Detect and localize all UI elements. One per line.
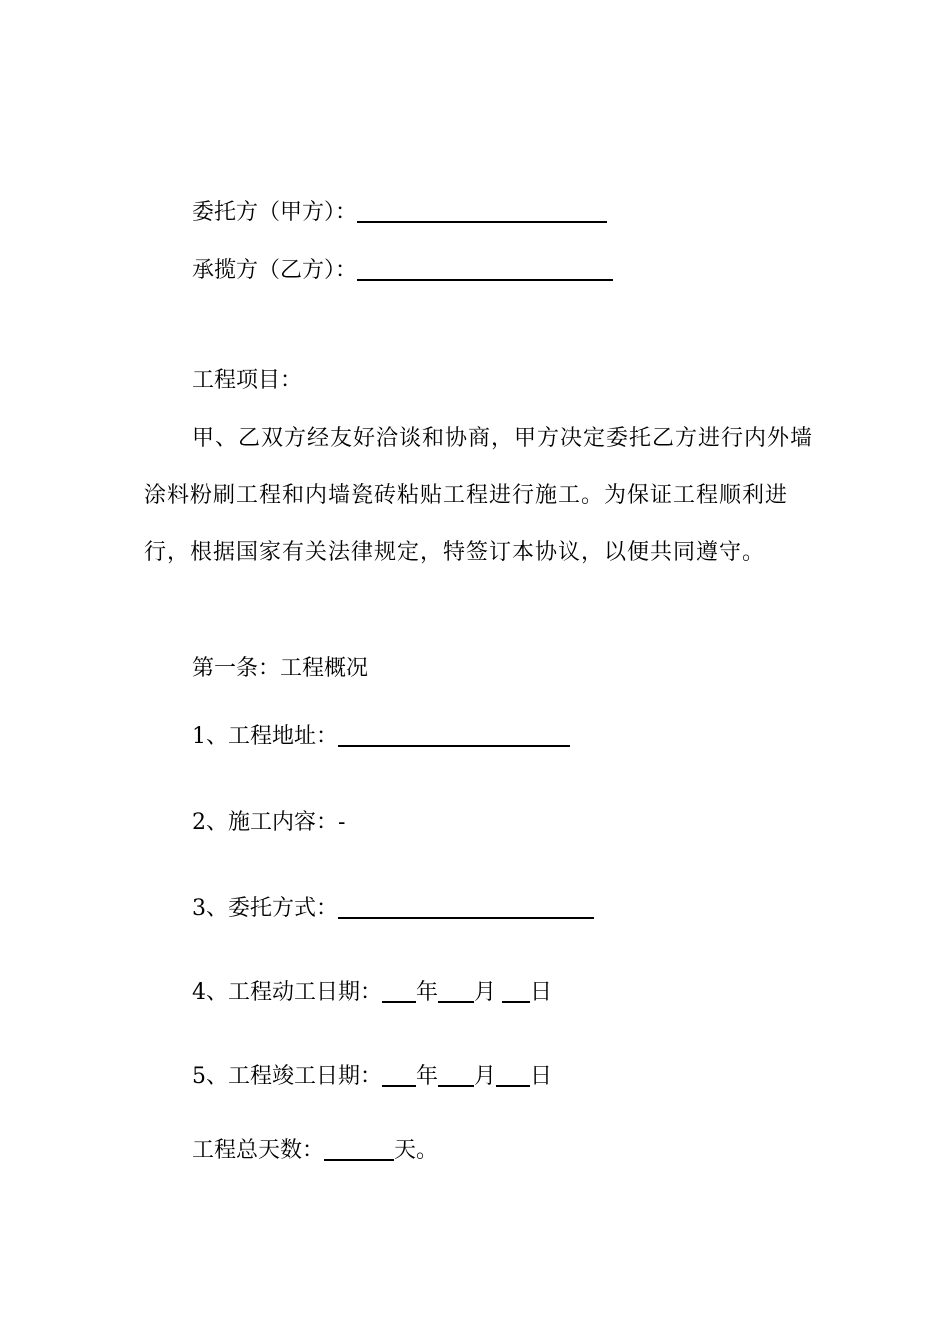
contractor-party-label: 承揽方（乙方）： [192, 258, 358, 283]
client-party-blank[interactable] [357, 199, 607, 223]
method-blank[interactable] [338, 895, 594, 919]
start-year-unit: 年 [416, 980, 439, 1005]
project-intro-paragraph: 甲、乙双方经友好洽谈和协商，甲方决定委托乙方进行内外墙涂料粉刷工程和内墙瓷砖粘贴工程进行施工。为保证工程顺利进行，根据国家有关法律规定，特签订本协议，以便共同遵守。 [144, 426, 814, 565]
end-day-blank[interactable] [496, 1063, 530, 1087]
start-date-line [192, 978, 552, 1008]
start-year-blank[interactable] [382, 979, 416, 1003]
article1-title-text: 第一条：工程概况 [192, 656, 369, 681]
project-label-text: 工程项目： [192, 368, 303, 393]
start-month-blank[interactable] [438, 979, 474, 1003]
client-party-line [192, 198, 607, 228]
content-label: 2、施工内容：- [192, 810, 346, 835]
method-line [192, 894, 594, 924]
start-month-unit: 月 [474, 980, 497, 1005]
article1-title [192, 654, 368, 684]
address-label: 1、工程地址： [192, 724, 338, 749]
end-month-blank[interactable] [438, 1063, 474, 1087]
start-day-unit: 日 [530, 980, 553, 1005]
end-day-unit: 日 [530, 1064, 553, 1089]
address-blank[interactable] [338, 723, 570, 747]
end-date-label: 5、工程竣工日期： [192, 1064, 382, 1089]
contractor-party-line [192, 256, 613, 286]
total-days-blank[interactable] [324, 1137, 394, 1161]
start-date-label: 4、工程动工日期： [192, 980, 382, 1005]
total-days-line [192, 1136, 438, 1166]
method-label: 3、委托方式： [192, 896, 338, 921]
address-line [192, 722, 570, 752]
total-days-unit: 天。 [394, 1138, 439, 1163]
project-label [192, 366, 302, 396]
end-date-line [192, 1062, 552, 1092]
end-year-unit: 年 [416, 1064, 439, 1089]
total-days-label: 工程总天数： [192, 1138, 325, 1163]
client-party-label: 委托方（甲方）： [192, 200, 358, 225]
end-year-blank[interactable] [382, 1063, 416, 1087]
content-line [192, 808, 345, 838]
contractor-party-blank[interactable] [357, 257, 613, 281]
end-month-unit: 月 [474, 1064, 497, 1089]
start-day-blank[interactable] [502, 979, 530, 1003]
